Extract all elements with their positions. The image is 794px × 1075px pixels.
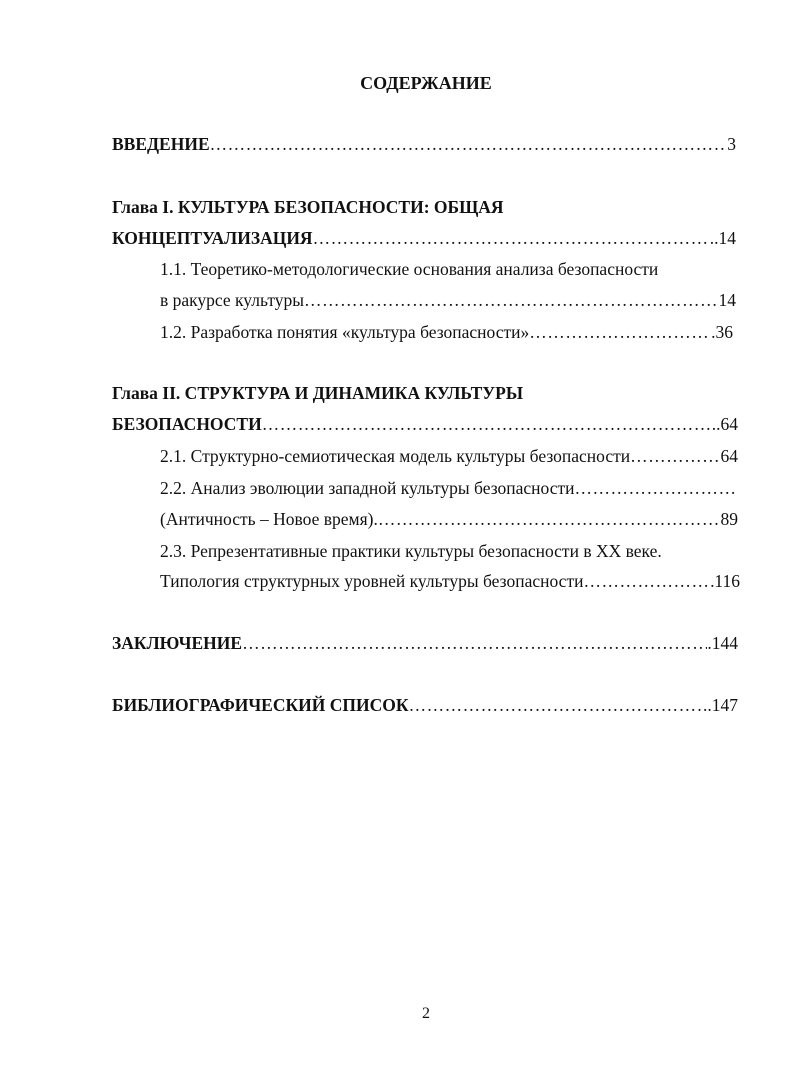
toc-label: БИБЛИОГРАФИЧЕСКИЙ СПИСОК bbox=[112, 695, 409, 715]
toc-label: КОНЦЕПТУАЛИЗАЦИЯ bbox=[112, 228, 313, 248]
toc-entry-bibliography[interactable] bbox=[112, 694, 738, 716]
toc-label: ЗАКЛЮЧЕНИЕ bbox=[112, 633, 243, 653]
toc-page: 14 bbox=[718, 290, 736, 310]
toc-label: 2.2. Анализ эволюции западной культуры безопасности bbox=[160, 478, 575, 498]
toc-page: .144 bbox=[707, 633, 738, 653]
page-title: СОДЕРЖАНИЕ bbox=[360, 73, 492, 93]
leader-dots bbox=[630, 445, 720, 467]
section-2-3-line1: 2.3. Репрезентативные практики культуры безопасности в XX веке. bbox=[160, 541, 662, 561]
toc-page: ..64 bbox=[711, 414, 738, 434]
toc-page: ..14 bbox=[709, 228, 736, 248]
leader-dots bbox=[575, 477, 738, 499]
section-1-1-line1: 1.1. Теоретико-методологические основания анализа безопасности bbox=[160, 259, 659, 279]
toc-entry-chapter-2[interactable] bbox=[112, 413, 738, 435]
leader-dots bbox=[529, 321, 711, 343]
toc-entry-intro[interactable] bbox=[112, 133, 736, 155]
toc-entry-conclusion[interactable] bbox=[112, 632, 738, 654]
toc-entry-section-2-3[interactable] bbox=[160, 570, 740, 592]
toc-page: .36 bbox=[711, 322, 733, 342]
toc-page: 116 bbox=[714, 571, 740, 591]
toc-label: ВВЕДЕНИЕ bbox=[112, 134, 210, 154]
leader-dots bbox=[242, 632, 707, 654]
chapter-1-title-line1: Глава I. КУЛЬТУРА БЕЗОПАСНОСТИ: ОБЩАЯ bbox=[112, 197, 504, 217]
chapter-2-title-line1: Глава II. СТРУКТУРА И ДИНАМИКА КУЛЬТУРЫ bbox=[112, 383, 524, 403]
toc-label: (Античность – Новое время). bbox=[160, 509, 378, 529]
page-number: 2 bbox=[422, 1005, 430, 1022]
toc-page: ..147 bbox=[703, 695, 738, 715]
toc-page: 64 bbox=[720, 446, 738, 466]
toc-label: БЕЗОПАСНОСТИ bbox=[112, 414, 262, 434]
toc-label: Типология структурных уровней культуры безопасности bbox=[160, 571, 584, 591]
leader-dots bbox=[378, 508, 721, 530]
leader-dots bbox=[210, 133, 728, 155]
leader-dots bbox=[409, 694, 703, 716]
toc-page: 89 bbox=[720, 509, 738, 529]
leader-dots bbox=[583, 570, 714, 592]
toc-page: 3 bbox=[727, 134, 736, 154]
toc-entry-section-1-2[interactable] bbox=[160, 321, 733, 343]
toc-entry-section-1-1[interactable] bbox=[160, 289, 736, 311]
toc-entry-section-2-1[interactable] bbox=[160, 445, 738, 467]
toc-label: 1.2. Разработка понятия «культура безопасности» bbox=[160, 322, 530, 342]
toc-label: в ракурсе культуры bbox=[160, 290, 304, 310]
toc-entry-chapter-1[interactable] bbox=[112, 227, 736, 249]
leader-dots bbox=[304, 289, 719, 311]
toc-label: 2.1. Структурно-семиотическая модель культуры безопасности bbox=[160, 446, 631, 466]
leader-dots bbox=[313, 227, 710, 249]
toc-entry-section-2-2[interactable] bbox=[160, 508, 738, 530]
leader-dots bbox=[262, 413, 712, 435]
section-2-2-line1 bbox=[160, 477, 738, 499]
